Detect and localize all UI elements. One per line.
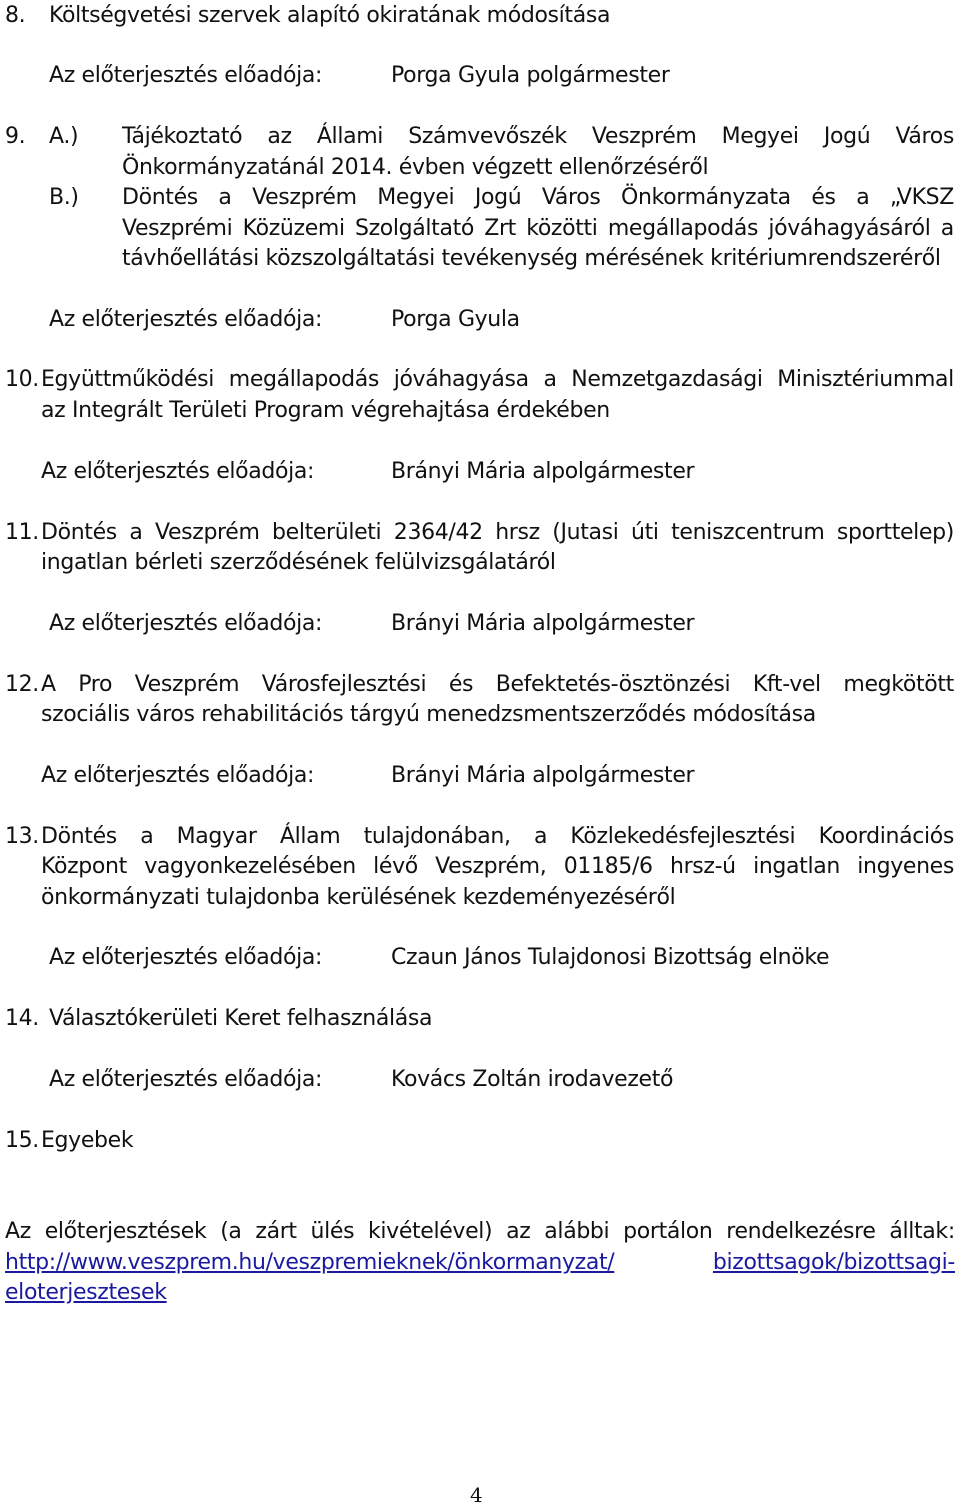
word: jóváhagyása bbox=[393, 367, 529, 392]
word: a bbox=[543, 367, 557, 392]
item-13-line-1 bbox=[41, 821, 954, 852]
word: zárt bbox=[255, 1219, 297, 1244]
word: teniszcentrum bbox=[671, 520, 825, 545]
item-14-number: 14. bbox=[5, 1006, 39, 1031]
word: Veszprémi bbox=[122, 216, 233, 241]
word: megállapodás bbox=[607, 216, 759, 241]
word: Megyei bbox=[721, 124, 799, 149]
word: sporttelep) bbox=[836, 520, 954, 545]
item-10-line-2: az Integrált Területi Program végrehajtása érdekében bbox=[41, 398, 610, 423]
item-13-number: 13. bbox=[5, 824, 39, 849]
item-15-number: 15. bbox=[5, 1128, 39, 1153]
word: Jogú bbox=[474, 185, 522, 210]
word: a bbox=[533, 824, 548, 849]
word: úti bbox=[631, 520, 659, 545]
word: a bbox=[940, 216, 954, 241]
word: közötti bbox=[526, 216, 598, 241]
portal-link-part-2[interactable]: bizottsagok/bizottsagi- bbox=[712, 1250, 955, 1275]
item-13-line-3: önkormányzati tulajdonba kerülésének kezdeményezéséről bbox=[41, 885, 676, 910]
word: Szolgáltató bbox=[354, 216, 474, 241]
word: Jogú bbox=[823, 124, 871, 149]
word: rendelkezésre bbox=[726, 1219, 876, 1244]
item-12-presenter-label: Az előterjesztés előadója: bbox=[41, 763, 315, 788]
item-12-line-1 bbox=[41, 669, 954, 700]
word: Állam bbox=[279, 824, 341, 849]
word: A bbox=[41, 672, 56, 697]
item-9-number: 9. bbox=[5, 124, 26, 149]
word: ülés bbox=[310, 1219, 355, 1244]
word: Minisztériummal bbox=[777, 367, 954, 392]
word: az bbox=[267, 124, 292, 149]
word: jóváhagyásáról bbox=[768, 216, 931, 241]
item-11-line-1 bbox=[41, 517, 954, 548]
item-11-presenter-label: Az előterjesztés előadója: bbox=[49, 611, 323, 636]
item-14-title: Választókerületi Keret felhasználása bbox=[49, 1006, 433, 1031]
word: Döntés bbox=[122, 185, 198, 210]
word: Koordinációs bbox=[818, 824, 954, 849]
item-12-presenter: Brányi Mária alpolgármester bbox=[391, 763, 695, 788]
word: 2364/42 bbox=[393, 520, 483, 545]
word: Az bbox=[5, 1219, 31, 1244]
word: Nemzetgazdasági bbox=[571, 367, 763, 392]
item-11-presenter: Brányi Mária alpolgármester bbox=[391, 611, 695, 636]
word: tulajdonában, bbox=[363, 824, 511, 849]
item-10-number: 10. bbox=[5, 367, 39, 392]
item-8-title: Költségvetési szervek alapító okiratának módosítása bbox=[49, 3, 611, 28]
word: a bbox=[856, 185, 870, 210]
item-13-line-2 bbox=[41, 851, 954, 882]
word: Állami bbox=[316, 124, 384, 149]
word: Megyei bbox=[377, 185, 455, 210]
word: Városfejlesztési bbox=[261, 672, 427, 697]
item-13-presenter: Czaun János Tulajdonosi Bizottság elnöke bbox=[391, 945, 830, 970]
item-9-a-marker: A.) bbox=[49, 124, 79, 149]
item-14-title-line bbox=[5, 1003, 432, 1034]
item-8-presenter-label: Az előterjesztés előadója: bbox=[49, 63, 323, 88]
footer-link-line-2 bbox=[5, 1277, 167, 1308]
page-number: 4 bbox=[470, 1483, 483, 1507]
word: alábbi bbox=[544, 1219, 610, 1244]
word: Döntés bbox=[41, 520, 117, 545]
word: (a bbox=[220, 1219, 242, 1244]
item-15-title: Egyebek bbox=[41, 1128, 134, 1153]
word: kivételével) bbox=[368, 1219, 493, 1244]
item-9-a-line-2: Önkormányzatánál 2014. évben végzett ellenőrzéséről bbox=[122, 155, 709, 180]
word: 01185/6 bbox=[563, 854, 653, 879]
item-9-b-marker: B.) bbox=[49, 185, 79, 210]
footer-note-line-1 bbox=[5, 1216, 955, 1247]
word: Veszprém bbox=[252, 185, 357, 210]
word: Közlekedésfejlesztési bbox=[570, 824, 796, 849]
word: előterjesztések bbox=[44, 1219, 207, 1244]
item-8-title-line bbox=[5, 0, 610, 31]
word: megkötött bbox=[843, 672, 954, 697]
word: Veszprém bbox=[591, 124, 697, 149]
word: és bbox=[448, 672, 474, 697]
word: Magyar bbox=[176, 824, 257, 849]
item-12-number: 12. bbox=[5, 672, 39, 697]
word: lévő bbox=[373, 854, 418, 879]
word: (Jutasi bbox=[552, 520, 619, 545]
item-10-line-1 bbox=[41, 364, 954, 395]
portal-link-part-1[interactable]: http://www.veszprem.hu/veszpremieknek/önkormanyzat/ bbox=[5, 1250, 615, 1275]
word: Veszprém, bbox=[435, 854, 547, 879]
word: vagyonkezelésében bbox=[144, 854, 356, 879]
item-9-a-line-1 bbox=[122, 121, 954, 152]
item-9-b-line-3: távhőellátási közszolgáltatási tevékenység mérésének kritériumrendszeréről bbox=[122, 246, 941, 271]
word: a bbox=[129, 520, 143, 545]
word: Önkormányzata bbox=[620, 185, 791, 210]
word: Veszprém bbox=[134, 672, 240, 697]
word: az bbox=[506, 1219, 531, 1244]
word: Együttműködési bbox=[41, 367, 215, 392]
item-9-presenter: Porga Gyula bbox=[391, 307, 520, 332]
item-8-number: 8. bbox=[5, 3, 26, 28]
item-10-presenter: Brányi Mária alpolgármester bbox=[391, 459, 695, 484]
word: Közüzemi bbox=[242, 216, 345, 241]
word: portálon bbox=[623, 1219, 713, 1244]
item-8-presenter: Porga Gyula polgármester bbox=[391, 63, 670, 88]
footer-link-line bbox=[5, 1247, 955, 1278]
item-11-line-2: ingatlan bérleti szerződésének felülvizsgálatáról bbox=[41, 550, 556, 575]
word: ingyenes bbox=[857, 854, 954, 879]
word: Tájékoztató bbox=[122, 124, 243, 149]
item-9-b-line-2 bbox=[122, 213, 954, 244]
word: belterületi bbox=[272, 520, 382, 545]
word: Város bbox=[895, 124, 954, 149]
item-13-presenter-label: Az előterjesztés előadója: bbox=[49, 945, 323, 970]
word: Veszprém bbox=[154, 520, 260, 545]
word: Város bbox=[541, 185, 601, 210]
item-12-line-2: szociális város rehabilitációs tárgyú menedzsmentszerződés módosítása bbox=[41, 702, 816, 727]
word: Számvevőszék bbox=[408, 124, 567, 149]
item-10-presenter-label: Az előterjesztés előadója: bbox=[41, 459, 315, 484]
word: Zrt bbox=[484, 216, 516, 241]
word: a bbox=[140, 824, 154, 849]
word: a bbox=[218, 185, 232, 210]
word: „VKSZ bbox=[889, 185, 954, 210]
word: Központ bbox=[41, 854, 127, 879]
word: Pro bbox=[78, 672, 113, 697]
item-9-presenter-label: Az előterjesztés előadója: bbox=[49, 307, 323, 332]
word: Befektetés-ösztönzési bbox=[495, 672, 731, 697]
word: hrsz bbox=[495, 520, 540, 545]
item-9-b-line-1 bbox=[122, 182, 954, 213]
item-14-presenter-label: Az előterjesztés előadója: bbox=[49, 1067, 323, 1092]
item-14-presenter: Kovács Zoltán irodavezető bbox=[391, 1067, 674, 1092]
word: Kft-vel bbox=[752, 672, 821, 697]
word: ingatlan bbox=[753, 854, 840, 879]
word: megállapodás bbox=[228, 367, 379, 392]
word: Döntés bbox=[41, 824, 117, 849]
word: és bbox=[811, 185, 836, 210]
item-11-number: 11. bbox=[5, 520, 39, 545]
word: hrsz-ú bbox=[669, 854, 736, 879]
word: álltak: bbox=[889, 1219, 955, 1244]
portal-link-part-3[interactable]: eloterjesztesek bbox=[5, 1280, 167, 1305]
